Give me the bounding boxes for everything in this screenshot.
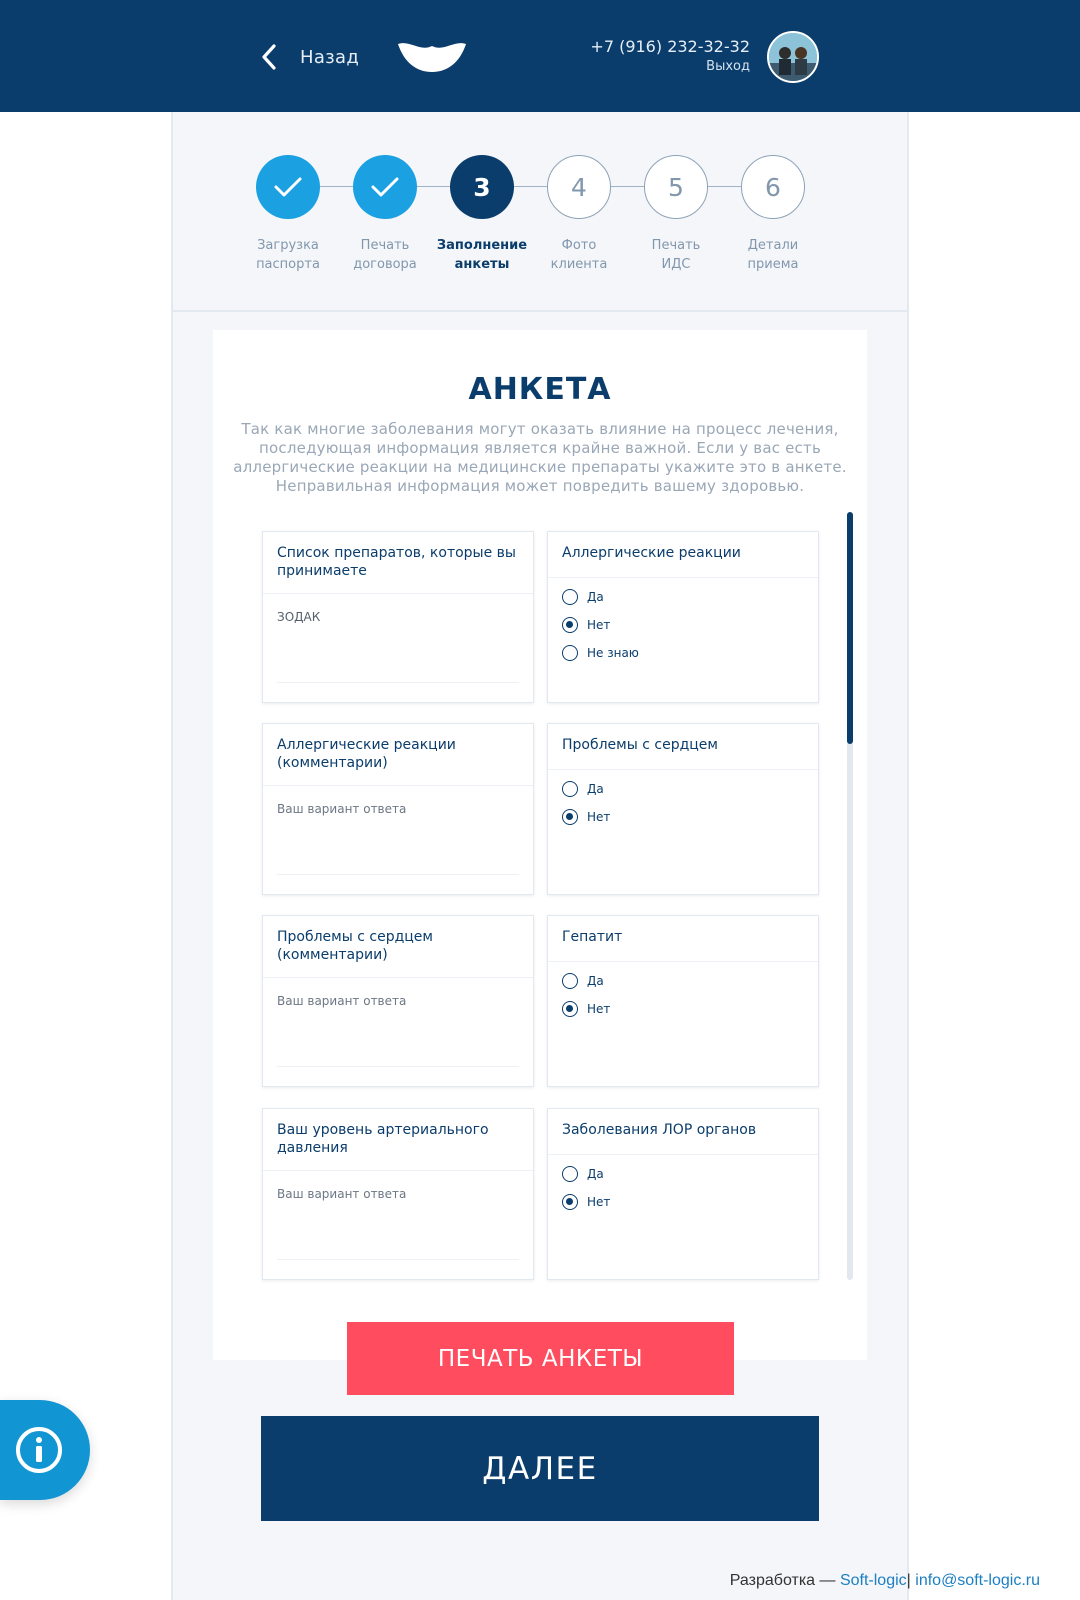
heart-option-no[interactable] [562,809,610,825]
divider [548,769,818,770]
next-button[interactable]: ДАЛЕЕ [261,1416,819,1521]
progress-stepper [171,112,909,312]
chevron-left-icon [258,42,280,72]
step-6-circle: 6 [741,155,805,219]
step-6-label: Детали приема [747,238,799,272]
question-heart-comments [262,915,534,1087]
company-link[interactable]: Soft-logic [839,1572,907,1589]
option-label: Нет [587,1002,611,1016]
phone-number: +7 (916) 232-32-32 [590,37,750,56]
step-5-label: Печать ИДС [651,238,701,272]
blood-pressure-input[interactable]: Ваш вариант ответа [277,1187,407,1201]
question-allergy [547,531,819,703]
heart-option-yes[interactable] [562,781,604,797]
input-underline [277,1066,519,1067]
divider [263,785,533,786]
question-title: Ваш уровень артериального давления [277,1122,489,1156]
divider [263,977,533,978]
question-title: Проблемы с сердцем [562,737,718,753]
option-label: Да [587,590,604,604]
radio-icon [562,1166,578,1182]
allergy-comments-input[interactable]: Ваш вариант ответа [277,802,407,816]
allergy-option-yes[interactable] [562,589,604,605]
option-label: Да [587,1167,604,1181]
question-blood-pressure [262,1108,534,1280]
question-title: Проблемы с сердцем (комментарии) [277,929,433,963]
logo-icon [396,38,468,76]
hepatitis-option-yes[interactable] [562,973,604,989]
step-4-label: Фото клиента [550,238,608,272]
check-icon [370,176,400,198]
question-allergy-comments [262,723,534,895]
step-2-circle [353,155,417,219]
avatar[interactable] [767,31,819,83]
option-label: Нет [587,1195,611,1209]
footer-credits [730,1572,1040,1590]
option-label: Нет [587,810,611,824]
ent-option-yes[interactable] [562,1166,604,1182]
back-label: Назад [300,46,360,68]
step-3-label: Заполнение анкеты [436,238,528,272]
radio-icon [562,589,578,605]
question-heart [547,723,819,895]
option-label: Да [587,782,604,796]
option-label: Не знаю [587,646,639,660]
question-title: Список препаратов, которые вы принимаете [277,545,516,579]
questionnaire-intro: Так как многие заболевания могут оказать влияние на процесс лечения, последующая информация является крайне важной. Если у вас есть аллергические реакции на медицинские препараты укажите это в анкете. Неправильная информация может повредить вашему здоровью. [233,420,847,495]
divider [263,593,533,594]
option-label: Нет [587,618,611,632]
radio-icon [562,645,578,661]
radio-selected-icon [562,1194,578,1210]
question-hepatitis [547,915,819,1087]
step-1-circle [256,155,320,219]
divider [263,1170,533,1171]
avatar-photo [769,33,817,81]
question-ent [547,1108,819,1280]
radio-selected-icon [562,1001,578,1017]
info-icon [14,1425,64,1475]
medications-input[interactable]: ЗОДАК [277,610,321,624]
radio-icon [562,781,578,797]
radio-selected-icon [562,617,578,633]
question-title: Аллергические реакции [562,545,741,561]
check-icon [273,176,303,198]
question-title: Гепатит [562,929,623,945]
question-title: Аллергические реакции (комментарии) [277,737,456,771]
option-label: Да [587,974,604,988]
info-button[interactable] [0,1400,90,1500]
allergy-option-no[interactable] [562,617,610,633]
ent-option-no[interactable] [562,1194,610,1210]
back-button[interactable] [258,40,359,74]
radio-selected-icon [562,809,578,825]
allergy-option-unknown[interactable] [562,645,639,661]
scrollbar-thumb[interactable] [847,512,853,744]
step-1-label: Загрузка паспорта [256,238,320,272]
question-title: Заболевания ЛОР органов [562,1122,757,1138]
email-link[interactable]: info@soft-logic.ru [915,1572,1040,1589]
hepatitis-option-no[interactable] [562,1001,610,1017]
page-title: АНКЕТА [468,372,612,407]
input-underline [277,1259,519,1260]
radio-icon [562,973,578,989]
footer-prefix: Разработка — [729,1572,840,1589]
input-underline [277,682,519,683]
input-underline [277,874,519,875]
step-5-circle: 5 [644,155,708,219]
divider [548,577,818,578]
top-bar [0,0,1080,112]
divider [548,1154,818,1155]
step-4-circle: 4 [547,155,611,219]
divider [548,961,818,962]
question-medications [262,531,534,703]
heart-comments-input[interactable]: Ваш вариант ответа [277,994,407,1008]
footer-separator: | [906,1572,911,1589]
print-questionnaire-button[interactable]: ПЕЧАТЬ АНКЕТЫ [347,1322,734,1395]
step-3-circle: 3 [450,155,514,219]
step-2-label: Печать договора [353,238,417,272]
logout-link[interactable]: Выход [706,59,750,74]
